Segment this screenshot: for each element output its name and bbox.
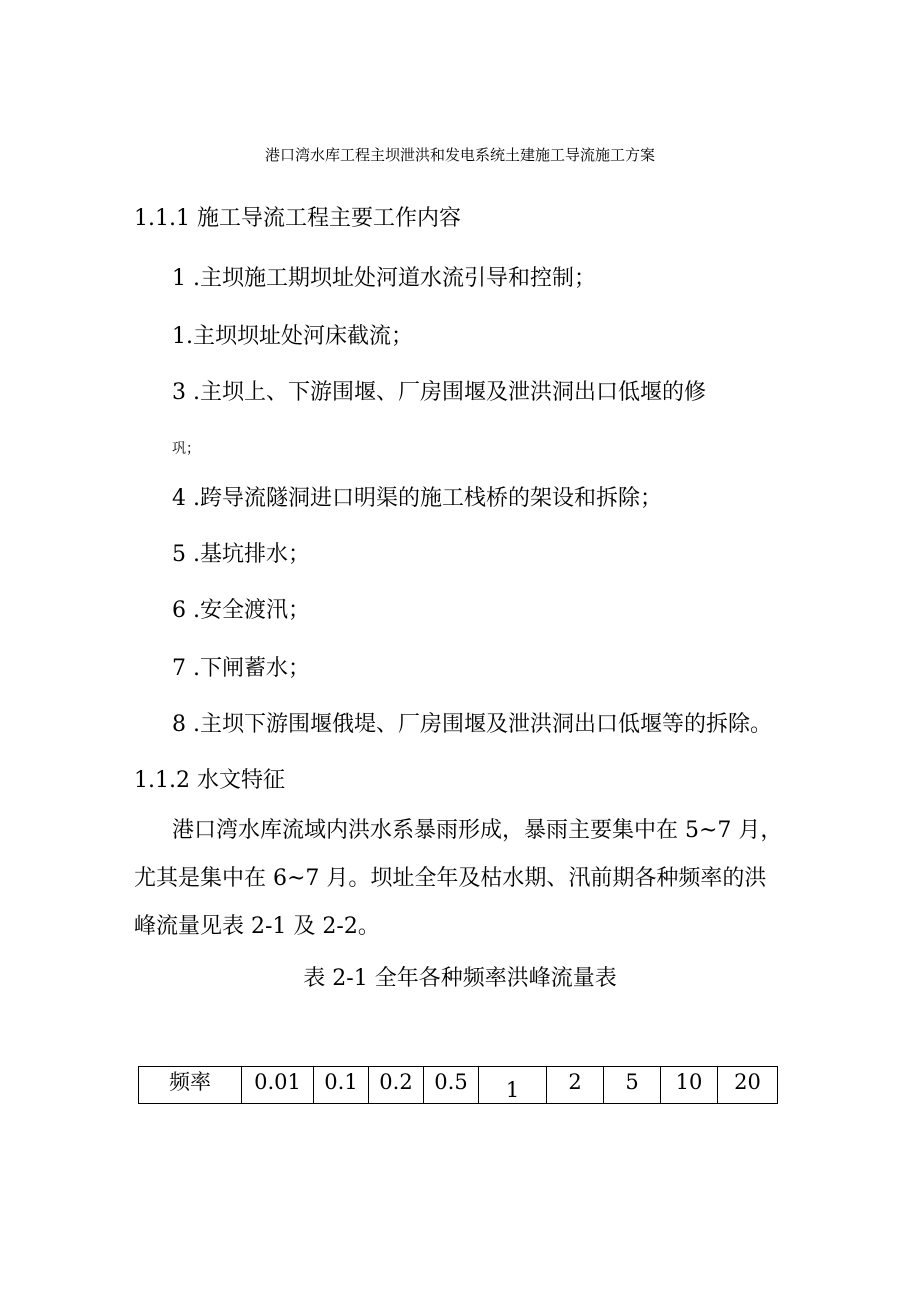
list-item: 8 .主坝下游围堰俄堤、厂房围堰及泄洪洞出口低堰等的拆除。	[172, 712, 772, 737]
paragraph-line: 港口湾水库流域内洪水系暴雨形成，暴雨主要集中在 5~7 月，	[172, 818, 783, 843]
paragraph-line: 峰流量见表 2-1 及 2-2。	[134, 914, 380, 939]
frequency-table	[138, 1066, 778, 1104]
table-cell: 0.5	[424, 1067, 479, 1104]
list-item: 7 .下闸蓄水；	[172, 656, 310, 681]
list-item: 1.主坝坝址处河床截流；	[172, 324, 413, 349]
paragraph-line: 尤其是集中在 6~7 月。坝址全年及枯水期、汛前期各种频率的洪	[134, 866, 767, 891]
table-cell: 2	[547, 1067, 604, 1104]
table-cell: 20	[718, 1067, 778, 1104]
section-heading-1-1-2: 1.1.2 水文特征	[134, 768, 285, 793]
section-heading-1-1-1: 1.1.1 施工导流工程主要工作内容	[134, 206, 461, 231]
list-item-continuation: 巩；	[172, 441, 200, 457]
table-row-header: 频率	[139, 1067, 242, 1104]
table-cell: 10	[661, 1067, 718, 1104]
list-item: 3 .主坝上、下游围堰、厂房围堰及泄洪洞出口低堰的修	[172, 380, 706, 405]
table-row	[139, 1067, 778, 1104]
list-item: 1 .主坝施工期坝址处河道水流引导和控制；	[172, 266, 596, 291]
list-item: 6 .安全渡汛；	[172, 598, 310, 623]
table-cell: 5	[604, 1067, 661, 1104]
table-cell: 0.2	[369, 1067, 424, 1104]
table-cell: 1	[479, 1067, 547, 1104]
table-cell: 0.01	[242, 1067, 314, 1104]
table-cell: 0.1	[314, 1067, 369, 1104]
list-item: 4 .跨导流隧洞进口明渠的施工栈桥的架设和拆除；	[172, 486, 662, 511]
list-item: 5 .基坑排水；	[172, 542, 310, 567]
table-caption: 表 2-1 全年各种频率洪峰流量表	[303, 966, 617, 991]
page-header: 港口湾水库工程主坝泄洪和发电系统土建施工导流施工方案	[264, 146, 655, 164]
